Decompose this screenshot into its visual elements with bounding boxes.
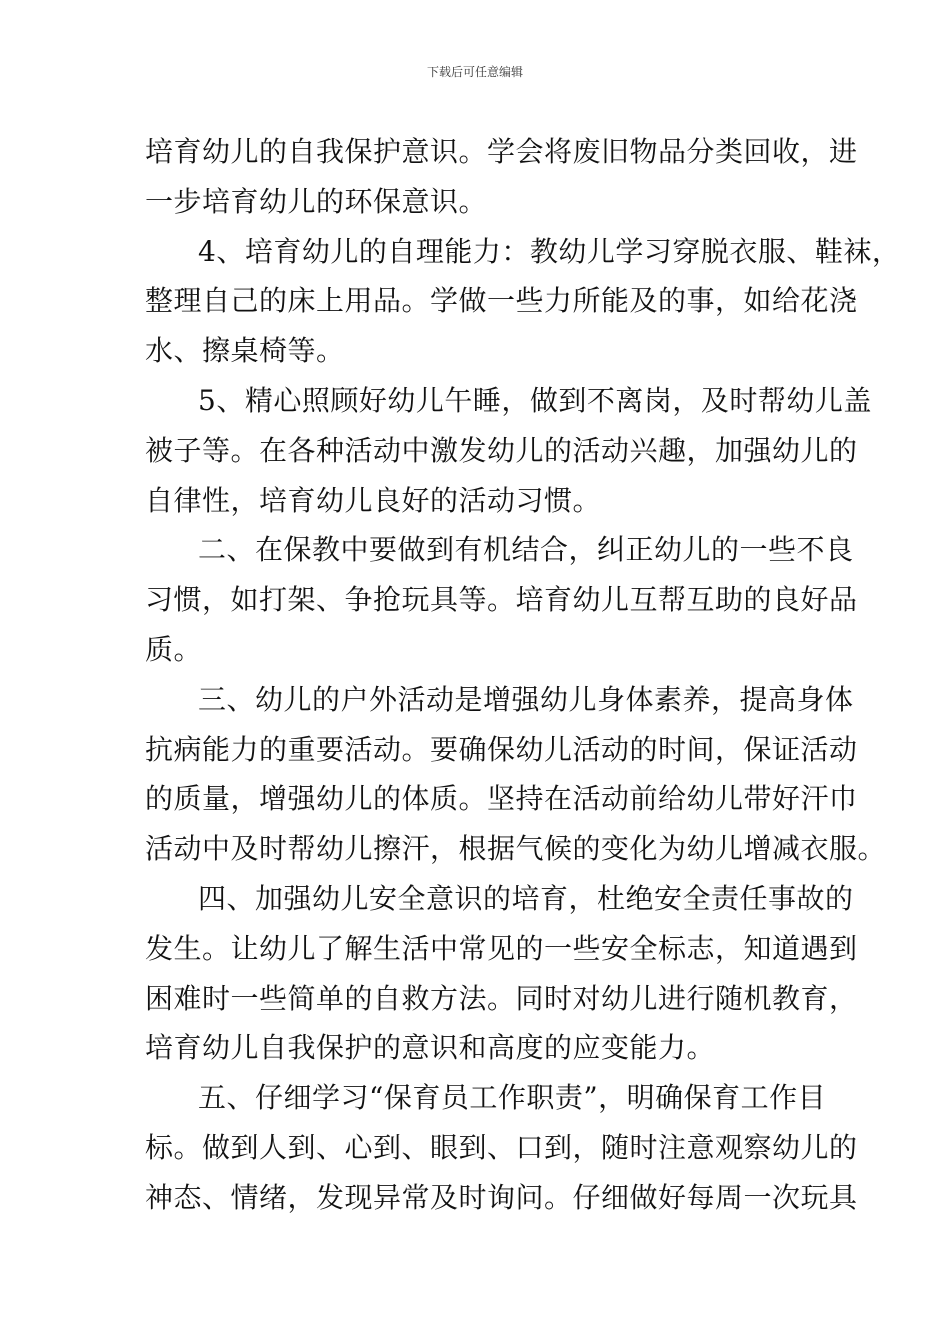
- text-line: 抗病能力的重要活动。要确保幼儿活动的时间，保证活动: [145, 732, 858, 766]
- paragraph-start-line: 三、幼儿的户外活动是增强幼儿身体素养，提高身体: [198, 682, 854, 716]
- text-line: 培育幼儿的自我保护意识。学会将废旧物品分类回收，进: [145, 135, 858, 168]
- paragraph-start-line: 4、培育幼儿的自理能力：教幼儿学习穿脱衣服、鞋袜，: [198, 234, 901, 268]
- text-line: 水、擦桌椅等。: [145, 334, 345, 368]
- text-line: 自律性，培育幼儿良好的活动习惯。: [145, 483, 602, 517]
- text-line: 神态、情绪，发现异常及时询问。仔细做好每周一次玩具: [145, 1180, 858, 1214]
- paragraph-start-line: 二、在保教中要做到有机结合，纠正幼儿的一些不良: [198, 533, 854, 567]
- text-line: 整理自己的床上用品。学做一些力所能及的事，如给花浇: [145, 284, 858, 318]
- text-line: 困难时一些简单的自救方法。同时对幼儿进行随机教育，: [145, 981, 858, 1015]
- text-line: 一步培育幼儿的环保意识。: [145, 184, 488, 218]
- paragraph-start-line: 5、精心照顾好幼儿午睡，做到不离岗，及时帮幼儿盖: [198, 383, 872, 417]
- text-line: 活动中及时帮幼儿擦汗，根据气候的变化为幼儿增减衣服。: [145, 832, 887, 866]
- text-line: 被子等。在各种活动中激发幼儿的活动兴趣，加强幼儿的: [145, 433, 858, 467]
- page-header: 下载后可任意编辑: [426, 65, 523, 79]
- paragraph-start-line: 四、加强幼儿安全意识的培育，杜绝安全责任事故的: [198, 881, 854, 915]
- paragraph-start-line: 五、仔细学习“保育员工作职责”，明确保育工作目: [198, 1081, 827, 1115]
- text-line: 的质量，增强幼儿的体质。坚持在活动前给幼儿带好汗巾: [145, 782, 858, 816]
- text-line: 标。做到人到、心到、眼到、口到，随时注意观察幼儿的: [145, 1130, 858, 1164]
- document-body: [145, 127, 901, 1223]
- text-line: 质。: [145, 632, 203, 666]
- text-line: 培育幼儿自我保护的意识和高度的应变能力。: [145, 1031, 716, 1065]
- text-line: 习惯，如打架、争抢玩具等。培育幼儿互帮互助的良好品: [145, 583, 858, 617]
- text-line: 发生。让幼儿了解生活中常见的一些安全标志，知道遇到: [145, 931, 858, 965]
